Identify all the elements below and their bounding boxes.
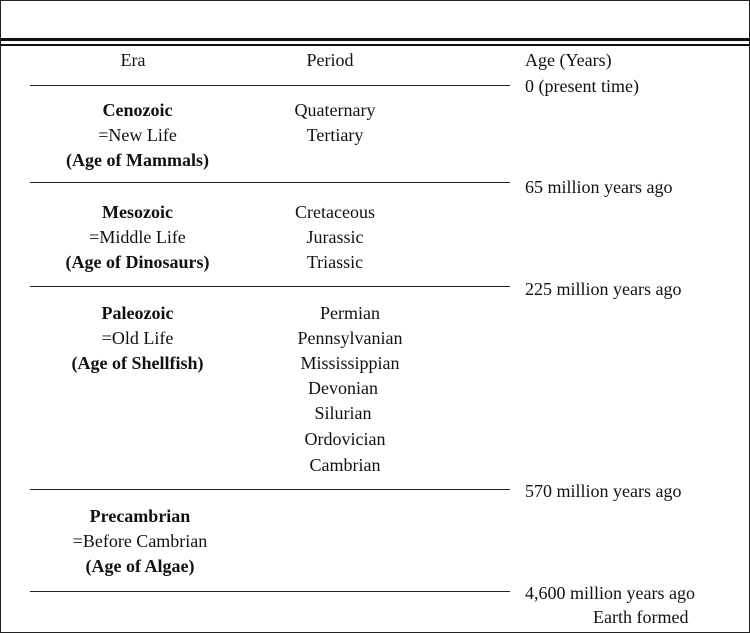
era-epithet: (Age of Algae) <box>85 556 195 576</box>
top-rule-thin <box>0 44 750 46</box>
period-name: Cretaceous <box>295 202 375 222</box>
top-rule-thick <box>0 38 750 41</box>
era-meaning: =Middle Life <box>89 227 186 247</box>
era-meaning: =Before Cambrian <box>72 531 208 551</box>
period-name: Devonian <box>308 378 378 398</box>
era-epithet: (Age of Dinosaurs) <box>65 252 210 272</box>
period-name: Silurian <box>314 403 372 423</box>
era-name: Precambrian <box>89 506 191 526</box>
period-name: Jurassic <box>306 227 364 247</box>
era-meaning: =Old Life <box>101 328 174 348</box>
period-name: Mississippian <box>300 353 400 373</box>
period-name: Pennsylvanian <box>297 328 403 348</box>
boundary-rule <box>30 182 510 183</box>
era-epithet: (Age of Shellfish) <box>71 353 204 373</box>
boundary-rule <box>30 591 510 592</box>
boundary-label: 4,600 million years ago <box>525 583 695 603</box>
boundary-rule <box>30 286 510 287</box>
footnote-label: Earth formed <box>593 607 689 627</box>
period-name: Tertiary <box>306 125 364 145</box>
era-name: Cenozoic <box>102 100 173 120</box>
boundary-label: 570 million years ago <box>525 481 682 501</box>
period-column-header: Period <box>306 50 354 70</box>
boundary-label: 225 million years ago <box>525 279 682 299</box>
boundary-rule <box>30 489 510 490</box>
age-column-header: Age (Years) <box>525 50 612 70</box>
period-name: Triassic <box>306 252 364 272</box>
era-name: Paleozoic <box>101 303 174 323</box>
period-name: Permian <box>320 303 380 323</box>
boundary-label: 0 (present time) <box>525 76 639 96</box>
boundary-rule <box>30 85 510 86</box>
era-column-header: Era <box>120 50 146 70</box>
era-name: Mesozoic <box>102 202 173 222</box>
boundary-label: 65 million years ago <box>525 177 673 197</box>
period-name: Quaternary <box>294 100 376 120</box>
era-meaning: =New Life <box>98 125 177 145</box>
era-epithet: (Age of Mammals) <box>66 150 209 170</box>
period-name: Cambrian <box>309 455 381 475</box>
period-name: Ordovician <box>304 429 386 449</box>
